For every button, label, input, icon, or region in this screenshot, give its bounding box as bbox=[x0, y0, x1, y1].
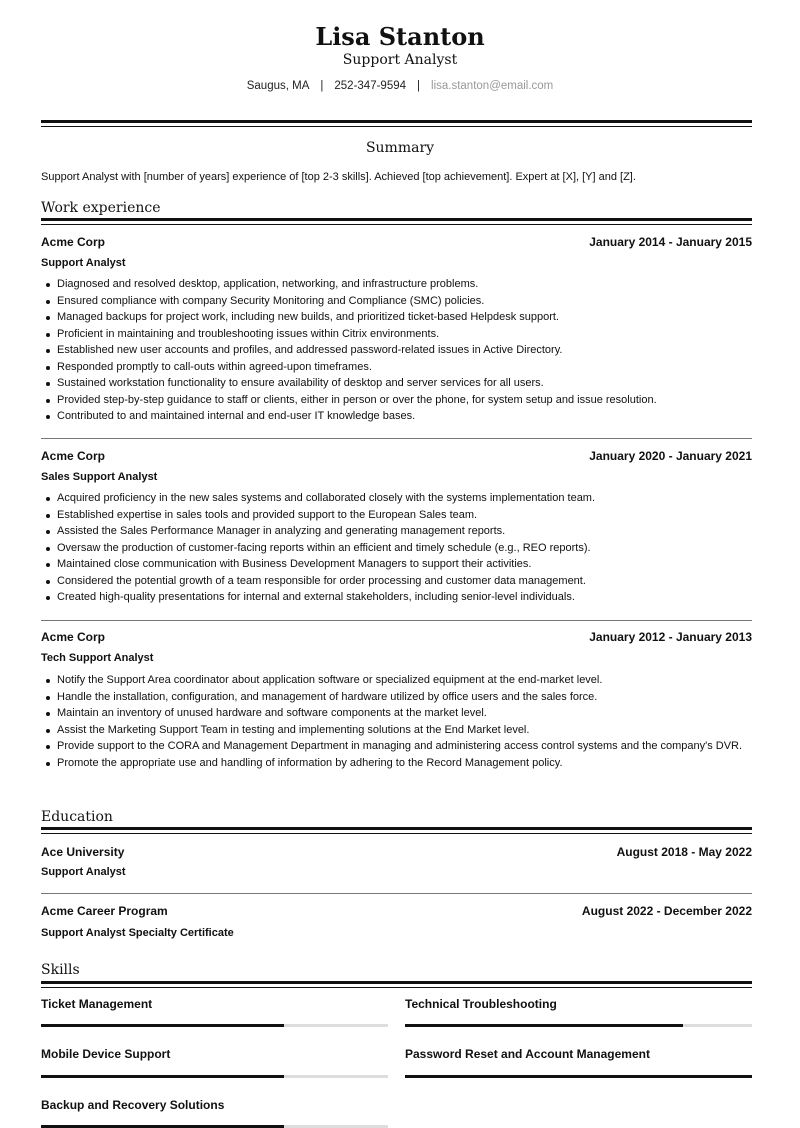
job-bullets bbox=[41, 490, 756, 606]
header-divider-thin bbox=[41, 126, 752, 127]
job-bullets bbox=[41, 672, 756, 771]
location-text: Saugus, MA bbox=[246, 80, 310, 92]
list-item: Acquired proficiency in the new sales systems and collaborated closely with the systems implementation team. bbox=[41, 490, 756, 507]
skill-level-fill bbox=[405, 1024, 683, 1027]
skill-name: Password Reset and Account Management bbox=[405, 1047, 650, 1061]
skill-level-fill bbox=[41, 1075, 284, 1078]
email-link[interactable]: lisa.stanton@email.com bbox=[431, 80, 554, 92]
list-item: Assisted the Sales Performance Manager in analyzing and generating management reports. bbox=[41, 523, 756, 540]
summary-text: Support Analyst with [number of years] experience of [top 2-3 skills]. Achieved [top achievement]. Expert at [X], [Y] and [Z]. bbox=[41, 171, 636, 183]
job-company: Acme Corp bbox=[41, 449, 106, 463]
job-bullets bbox=[41, 276, 756, 425]
job-company: Acme Corp bbox=[41, 235, 106, 249]
list-item: Ensured compliance with company Security Monitoring and Compliance (SMC) policies. bbox=[41, 293, 756, 310]
work-heading: Work experience bbox=[41, 200, 161, 216]
education-dates: August 2018 - May 2022 bbox=[616, 845, 752, 859]
summary-heading: Summary bbox=[365, 140, 435, 156]
skill-level-bar bbox=[405, 1024, 752, 1027]
list-item: Proficient in maintaining and troubleshooting issues within Citrix environments. bbox=[41, 326, 756, 343]
list-item: Considered the potential growth of a team responsible for order processing and customer data management. bbox=[41, 573, 756, 590]
separator: | bbox=[417, 80, 421, 92]
skill-name: Ticket Management bbox=[41, 997, 153, 1011]
job-divider bbox=[41, 620, 752, 621]
education-degree: Support Analyst bbox=[41, 866, 126, 878]
skill-level-bar bbox=[41, 1075, 388, 1078]
list-item: Responded promptly to call-outs within agreed-upon timeframes. bbox=[41, 359, 756, 376]
skills-divider bbox=[41, 981, 752, 984]
list-item: Oversaw the production of customer-facing reports within an efficient and timely schedule (e.g., REO reports). bbox=[41, 540, 756, 557]
list-item: Contributed to and maintained internal and end-user IT knowledge bases. bbox=[41, 408, 756, 425]
list-item: Sustained workstation functionality to ensure availability of desktop and server services for all users. bbox=[41, 375, 756, 392]
skill-level-fill bbox=[41, 1024, 284, 1027]
list-item: Diagnosed and resolved desktop, application, networking, and infrastructure problems. bbox=[41, 276, 756, 293]
list-item: Created high-quality presentations for internal and external stakeholders, including senior-level individuals. bbox=[41, 589, 756, 606]
skill-level-fill bbox=[405, 1075, 752, 1078]
list-item: Provide support to the CORA and Management Department in managing and administering access control systems and the company's DVR. bbox=[41, 738, 756, 755]
education-school: Ace University bbox=[41, 845, 125, 859]
candidate-name: Lisa Stanton bbox=[315, 22, 485, 51]
list-item: Handle the installation, configuration, and management of hardware utilized by office users and the sales force. bbox=[41, 689, 756, 706]
skill-level-bar bbox=[41, 1024, 388, 1027]
list-item: Provided step-by-step guidance to staff or clients, either in person or over the phone, for system setup and issue resolution. bbox=[41, 392, 756, 409]
list-item: Assist the Marketing Support Team in testing and implementing solutions at the End Market level. bbox=[41, 722, 756, 739]
job-dates: January 2012 - January 2013 bbox=[589, 630, 752, 644]
education-school: Acme Career Program bbox=[41, 904, 168, 918]
work-divider bbox=[41, 218, 752, 221]
list-item: Established expertise in sales tools and provided support to the European Sales team. bbox=[41, 507, 756, 524]
list-item: Notify the Support Area coordinator about application software or specialized equipment at the end-market level. bbox=[41, 672, 756, 689]
education-divider-inner bbox=[41, 893, 752, 894]
job-dates: January 2014 - January 2015 bbox=[589, 235, 752, 249]
candidate-title: Support Analyst bbox=[342, 52, 458, 68]
education-dates: August 2022 - December 2022 bbox=[581, 904, 752, 918]
job-dates: January 2020 - January 2021 bbox=[589, 449, 752, 463]
skill-name: Backup and Recovery Solutions bbox=[41, 1098, 225, 1112]
skill-level-bar bbox=[405, 1075, 752, 1078]
education-heading: Education bbox=[41, 809, 113, 825]
list-item: Managed backups for project work, including new builds, and prioritized ticket-based Helpdesk support. bbox=[41, 309, 756, 326]
skills-heading: Skills bbox=[41, 962, 80, 978]
list-item: Established new user accounts and profiles, and addressed password-related issues in Active Directory. bbox=[41, 342, 756, 359]
separator: | bbox=[320, 80, 324, 92]
list-item: Promote the appropriate use and handling of information by adhering to the Record Management policy. bbox=[41, 755, 756, 772]
list-item: Maintain an inventory of unused hardware and software components at the market level. bbox=[41, 705, 756, 722]
list-item: Maintained close communication with Business Development Managers to support their activities. bbox=[41, 556, 756, 573]
header-divider bbox=[41, 120, 752, 123]
job-role: Support Analyst bbox=[41, 257, 126, 269]
education-divider bbox=[41, 827, 752, 830]
skill-name: Mobile Device Support bbox=[41, 1047, 171, 1061]
education-degree: Support Analyst Specialty Certificate bbox=[41, 927, 234, 939]
job-role: Sales Support Analyst bbox=[41, 471, 158, 483]
job-role: Tech Support Analyst bbox=[41, 652, 154, 664]
contact-line bbox=[0, 80, 800, 92]
job-divider bbox=[41, 438, 752, 439]
skills-divider-thin bbox=[41, 987, 752, 988]
job-company: Acme Corp bbox=[41, 630, 106, 644]
skill-name: Technical Troubleshooting bbox=[405, 997, 557, 1011]
phone-text: 252-347-9594 bbox=[334, 80, 407, 92]
education-divider-thin bbox=[41, 833, 752, 834]
work-divider-thin bbox=[41, 224, 752, 225]
